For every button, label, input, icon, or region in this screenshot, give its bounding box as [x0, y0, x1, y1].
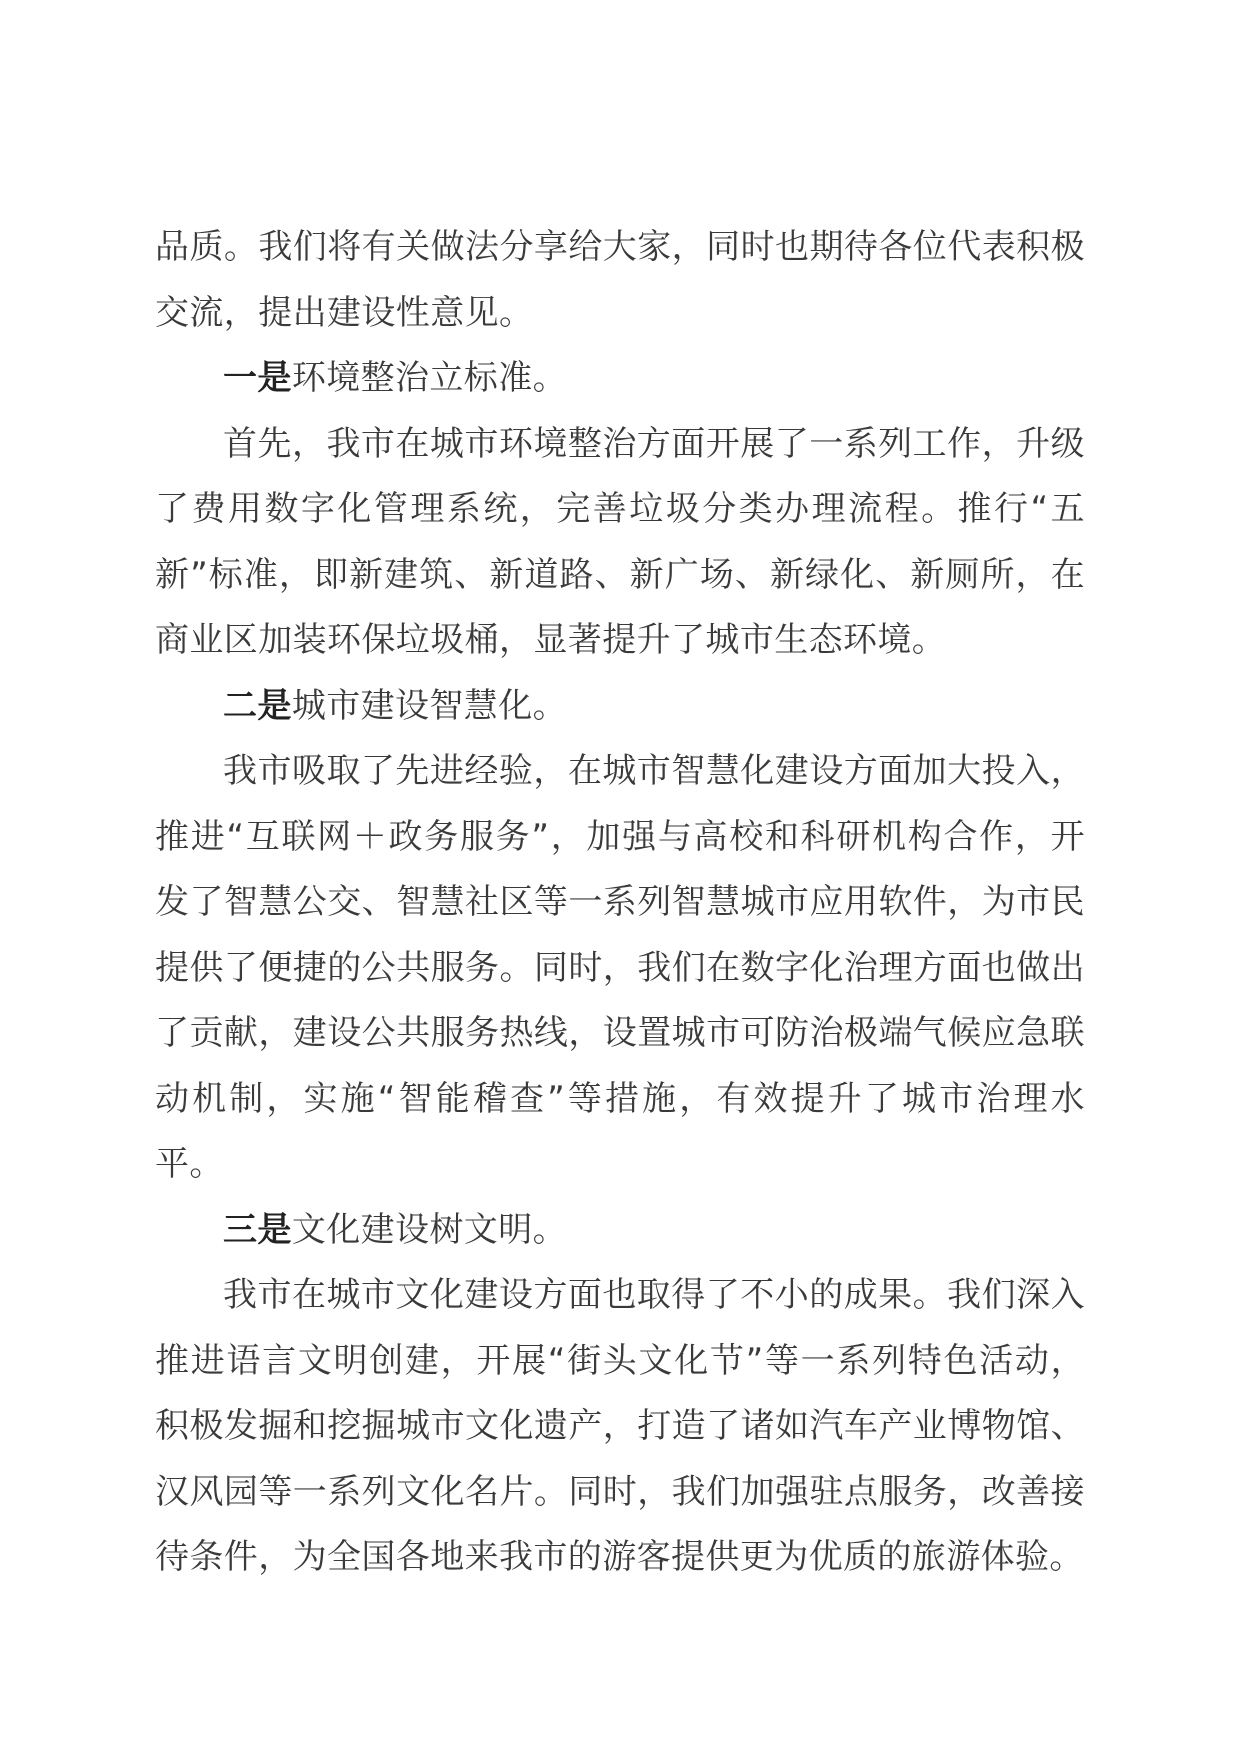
section-heading-text: 文化建设树文明。 — [291, 1209, 568, 1250]
paragraph-intro-continuation — [155, 215, 1085, 346]
paragraph-text: 我市吸取了先进经验，在城市智慧化建设方面加大投入，推进“互联网＋政务服务”，加强与高校和科研机构合作，开发了智慧公交、智慧社区等一系列智慧城市应用软件，为市民提供了便捷的公共服务。同时，我们在数字化治理方面也做出了贡献，建设公共服务热线，设置城市可防治极端气候应急联动机制，实施“智能稽查”等措施，有效提升了城市治理水平。 — [155, 751, 1085, 1184]
paragraph-text: 我市在城市文化建设方面也取得了不小的成果。我们深入推进语言文明创建，开展“街头文化节”等一系列特色活动，积极发掘和挖掘城市文化遗产，打造了诸如汽车产业博物馆、汉风园等一系列文化名片。同时，我们加强驻点服务，改善接待条件，为全国各地来我市的游客提供更为优质的旅游体验。 — [155, 1275, 1085, 1577]
section-heading-one — [155, 346, 1085, 412]
paragraph-environment — [155, 412, 1085, 674]
section-lead-label: 二是 — [223, 685, 292, 726]
paragraph-smart-city — [155, 739, 1085, 1198]
paragraph-text: 首先，我市在城市环境整治方面开展了一系列工作，升级了费用数字化管理系统，完善垃圾分类办理流程。推行“五新”标准，即新建筑、新道路、新广场、新绿化、新厕所，在商业区加装环保垃圾桶，显著提升了城市生态环境。 — [155, 423, 1085, 660]
section-lead-label: 三是 — [223, 1209, 292, 1250]
section-heading-text: 环境整治立标准。 — [291, 358, 568, 398]
section-heading-three — [155, 1198, 1085, 1264]
section-heading-text: 城市建设智慧化。 — [291, 685, 568, 726]
paragraph-culture — [155, 1263, 1085, 1591]
section-heading-two — [155, 674, 1085, 740]
paragraph-text: 品质。我们将有关做法分享给大家，同时也期待各位代表积极交流，提出建设性意见。 — [155, 227, 1085, 333]
section-lead-label: 一是 — [223, 358, 292, 398]
document-page — [155, 215, 1085, 1591]
